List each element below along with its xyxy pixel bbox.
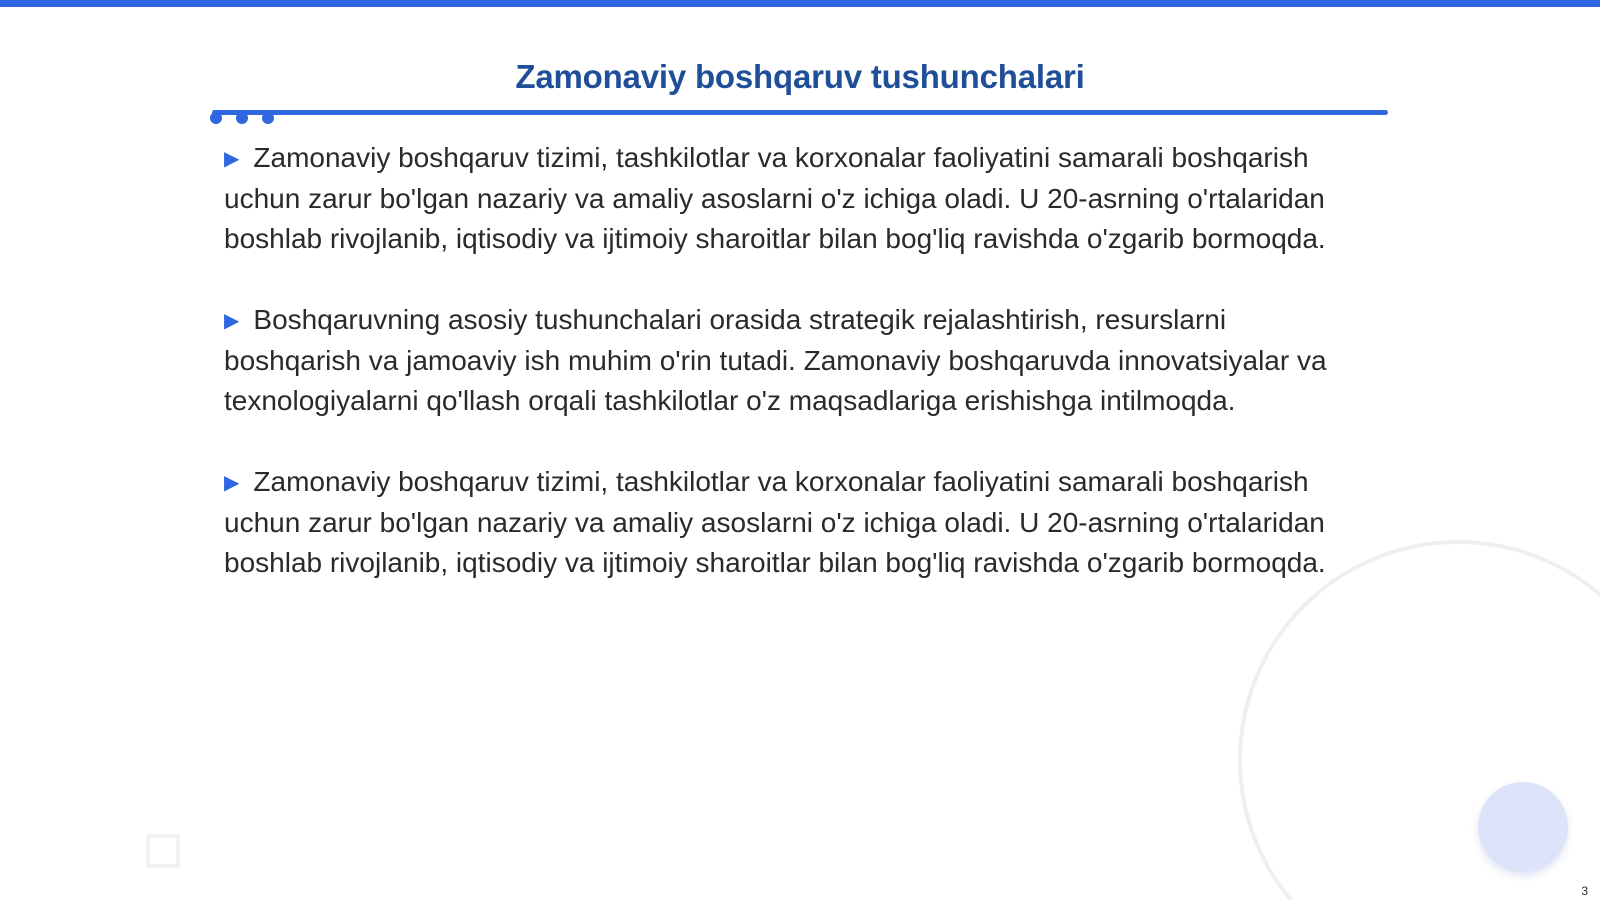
bullet-arrow-icon: ▶	[224, 148, 240, 170]
bullet-text-2: Boshqaruvning asosiy tushunchalari orasida strategik rejalashtirish, resurslarni boshqarish va jamoaviy ish muhim o'rin tutadi. Zamonaviy boshqaruvda innovatsiyalar va texnologiyalarni qo'llash orqali tashkilotlar o'z maqsadlariga erishishga intilmoqda.	[224, 304, 1327, 416]
title-underline	[212, 110, 1388, 115]
bullet-arrow-icon: ▶	[224, 310, 240, 332]
bullet-list	[224, 138, 1344, 624]
rule-dot-2	[236, 112, 248, 124]
decorative-square	[146, 834, 180, 868]
decorative-circle	[1478, 782, 1568, 872]
bullet-text-1: Zamonaviy boshqaruv tizimi, tashkilotlar va korxonalar faoliyatini samarali boshqarish uchun zarur bo'lgan nazariy va amaliy asoslarni o'z ichiga oladi. U 20-asrning o'rtalaridan boshlab rivojlanib, iqtisodiy va ijtimoiy sharoitlar bilan bog'liq ravishda o'zgarib bormoqda.	[224, 142, 1326, 254]
bullet-text-3: Zamonaviy boshqaruv tizimi, tashkilotlar va korxonalar faoliyatini samarali boshqarish uchun zarur bo'lgan nazariy va amaliy asoslarni o'z ichiga oladi. U 20-asrning o'rtalaridan boshlab rivojlanib, iqtisodiy va ijtimoiy sharoitlar bilan bog'liq ravishda o'zgarib bormoqda.	[224, 466, 1326, 578]
slide-title: Zamonaviy boshqaruv tushunchalari	[515, 58, 1085, 95]
rule-dot-1	[210, 112, 222, 124]
rule-dot-3	[262, 112, 274, 124]
bullet-item-3	[224, 462, 1344, 583]
page-number: 3	[1581, 884, 1588, 898]
top-accent-bar	[0, 0, 1600, 7]
bullet-item-1	[224, 138, 1344, 259]
bullet-arrow-icon: ▶	[224, 472, 240, 494]
bullet-item-2	[224, 300, 1344, 421]
